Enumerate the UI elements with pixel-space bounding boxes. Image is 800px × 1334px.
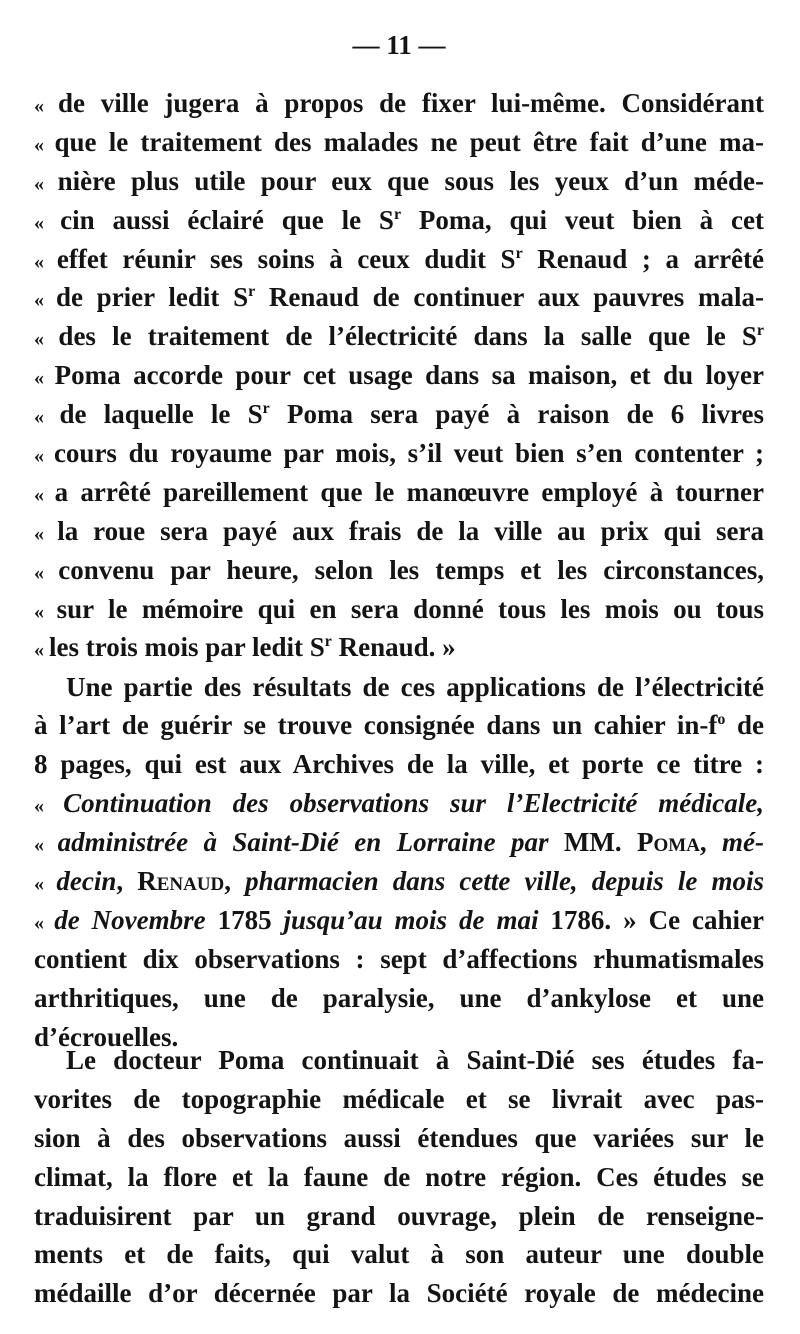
text-line: traduisirent par un grand ouvrage, plein de renseigne- bbox=[34, 1200, 764, 1231]
text-line: « administrée à Saint-Dié en Lorraine par MM. Poma, mé- bbox=[34, 827, 764, 858]
text-line: à l’art de guérir se trouve consignée dans un cahier $in-f^o$ de bbox=[34, 710, 764, 741]
text-line: « de ville jugera à propos de fixer lui-même. Considérant bbox=[34, 88, 764, 118]
text-line: arthritiques, une de paralysie, une d’ankylose et une bbox=[34, 982, 764, 1013]
text-line: « de laquelle le $S^r$ Poma sera payé à raison de 6 livres bbox=[34, 399, 764, 430]
paragraph bbox=[34, 668, 764, 1057]
text-line: médaille d’or décernée par la Société royale de médecine bbox=[34, 1278, 764, 1309]
quotation-block bbox=[34, 84, 764, 667]
text-line: « des le traitement de l’électricité dans la salle que le $S^r$ bbox=[34, 321, 764, 352]
text-line: sion à des observations aussi étendues que variées sur le bbox=[34, 1122, 764, 1153]
text-line: Une partie des résultats de ces applications de l’électricité bbox=[66, 671, 764, 702]
text-line: « que le traitement des malades ne peut être fait d’une ma- bbox=[34, 126, 764, 157]
text-line: « effet réunir ses soins à ceux dudit $S^r$ Renaud ; a arrêté bbox=[34, 243, 764, 274]
text-line: climat, la flore et la faune de notre région. Ces études se bbox=[34, 1161, 764, 1192]
text-line: « Continuation des observations sur l’Electricité médicale, bbox=[34, 788, 764, 819]
text-line: « a arrêté pareillement que le manœuvre employé à tourner bbox=[34, 476, 764, 507]
text-line: « de prier ledit $S^r$ Renaud de continuer aux pauvres mala- bbox=[34, 282, 764, 313]
text-line: contient dix observations : sept d’affections rhumatismales bbox=[34, 943, 764, 974]
text-line: Le docteur Poma continuait à Saint-Dié ses études fa- bbox=[66, 1045, 764, 1075]
text-line: ments et de faits, qui valut à son auteur une double bbox=[34, 1239, 764, 1270]
paragraph bbox=[34, 1041, 764, 1313]
text-line: « nière plus utile pour eux que sous les yeux d’un méde- bbox=[34, 165, 764, 196]
text-line: « cours du royaume par mois, s’il veut bien s’en contenter ; bbox=[34, 438, 764, 469]
text-line: « decin, Renaud, pharmacien dans cette ville, depuis le mois bbox=[34, 865, 764, 896]
text-line: 8 pages, qui est aux Archives de la ville, et porte ce titre : bbox=[34, 749, 764, 780]
text-line: d’écrouelles. bbox=[34, 1021, 179, 1052]
page-number: — 11 — bbox=[352, 30, 446, 60]
text-line: vorites de topographie médicale et se livrait avec pas- bbox=[34, 1083, 764, 1114]
text-line: « de Novembre 1785 jusqu’au mois de mai 1786. » Ce cahier bbox=[34, 904, 764, 935]
text-line: « convenu par heure, selon les temps et les circonstances, bbox=[34, 554, 764, 585]
text-line: « la roue sera payé aux frais de la ville au prix qui sera bbox=[34, 515, 764, 546]
text-line: « Poma accorde pour cet usage dans sa maison, et du loyer bbox=[34, 360, 764, 391]
text-line: « les trois mois par ledit $S^r$ Renaud. » bbox=[34, 632, 456, 663]
text-line: « cin aussi éclairé que le $S^r$ Poma, qui veut bien à cet bbox=[34, 204, 764, 235]
text-line: « sur le mémoire qui en sera donné tous les mois ou tous bbox=[34, 593, 764, 624]
